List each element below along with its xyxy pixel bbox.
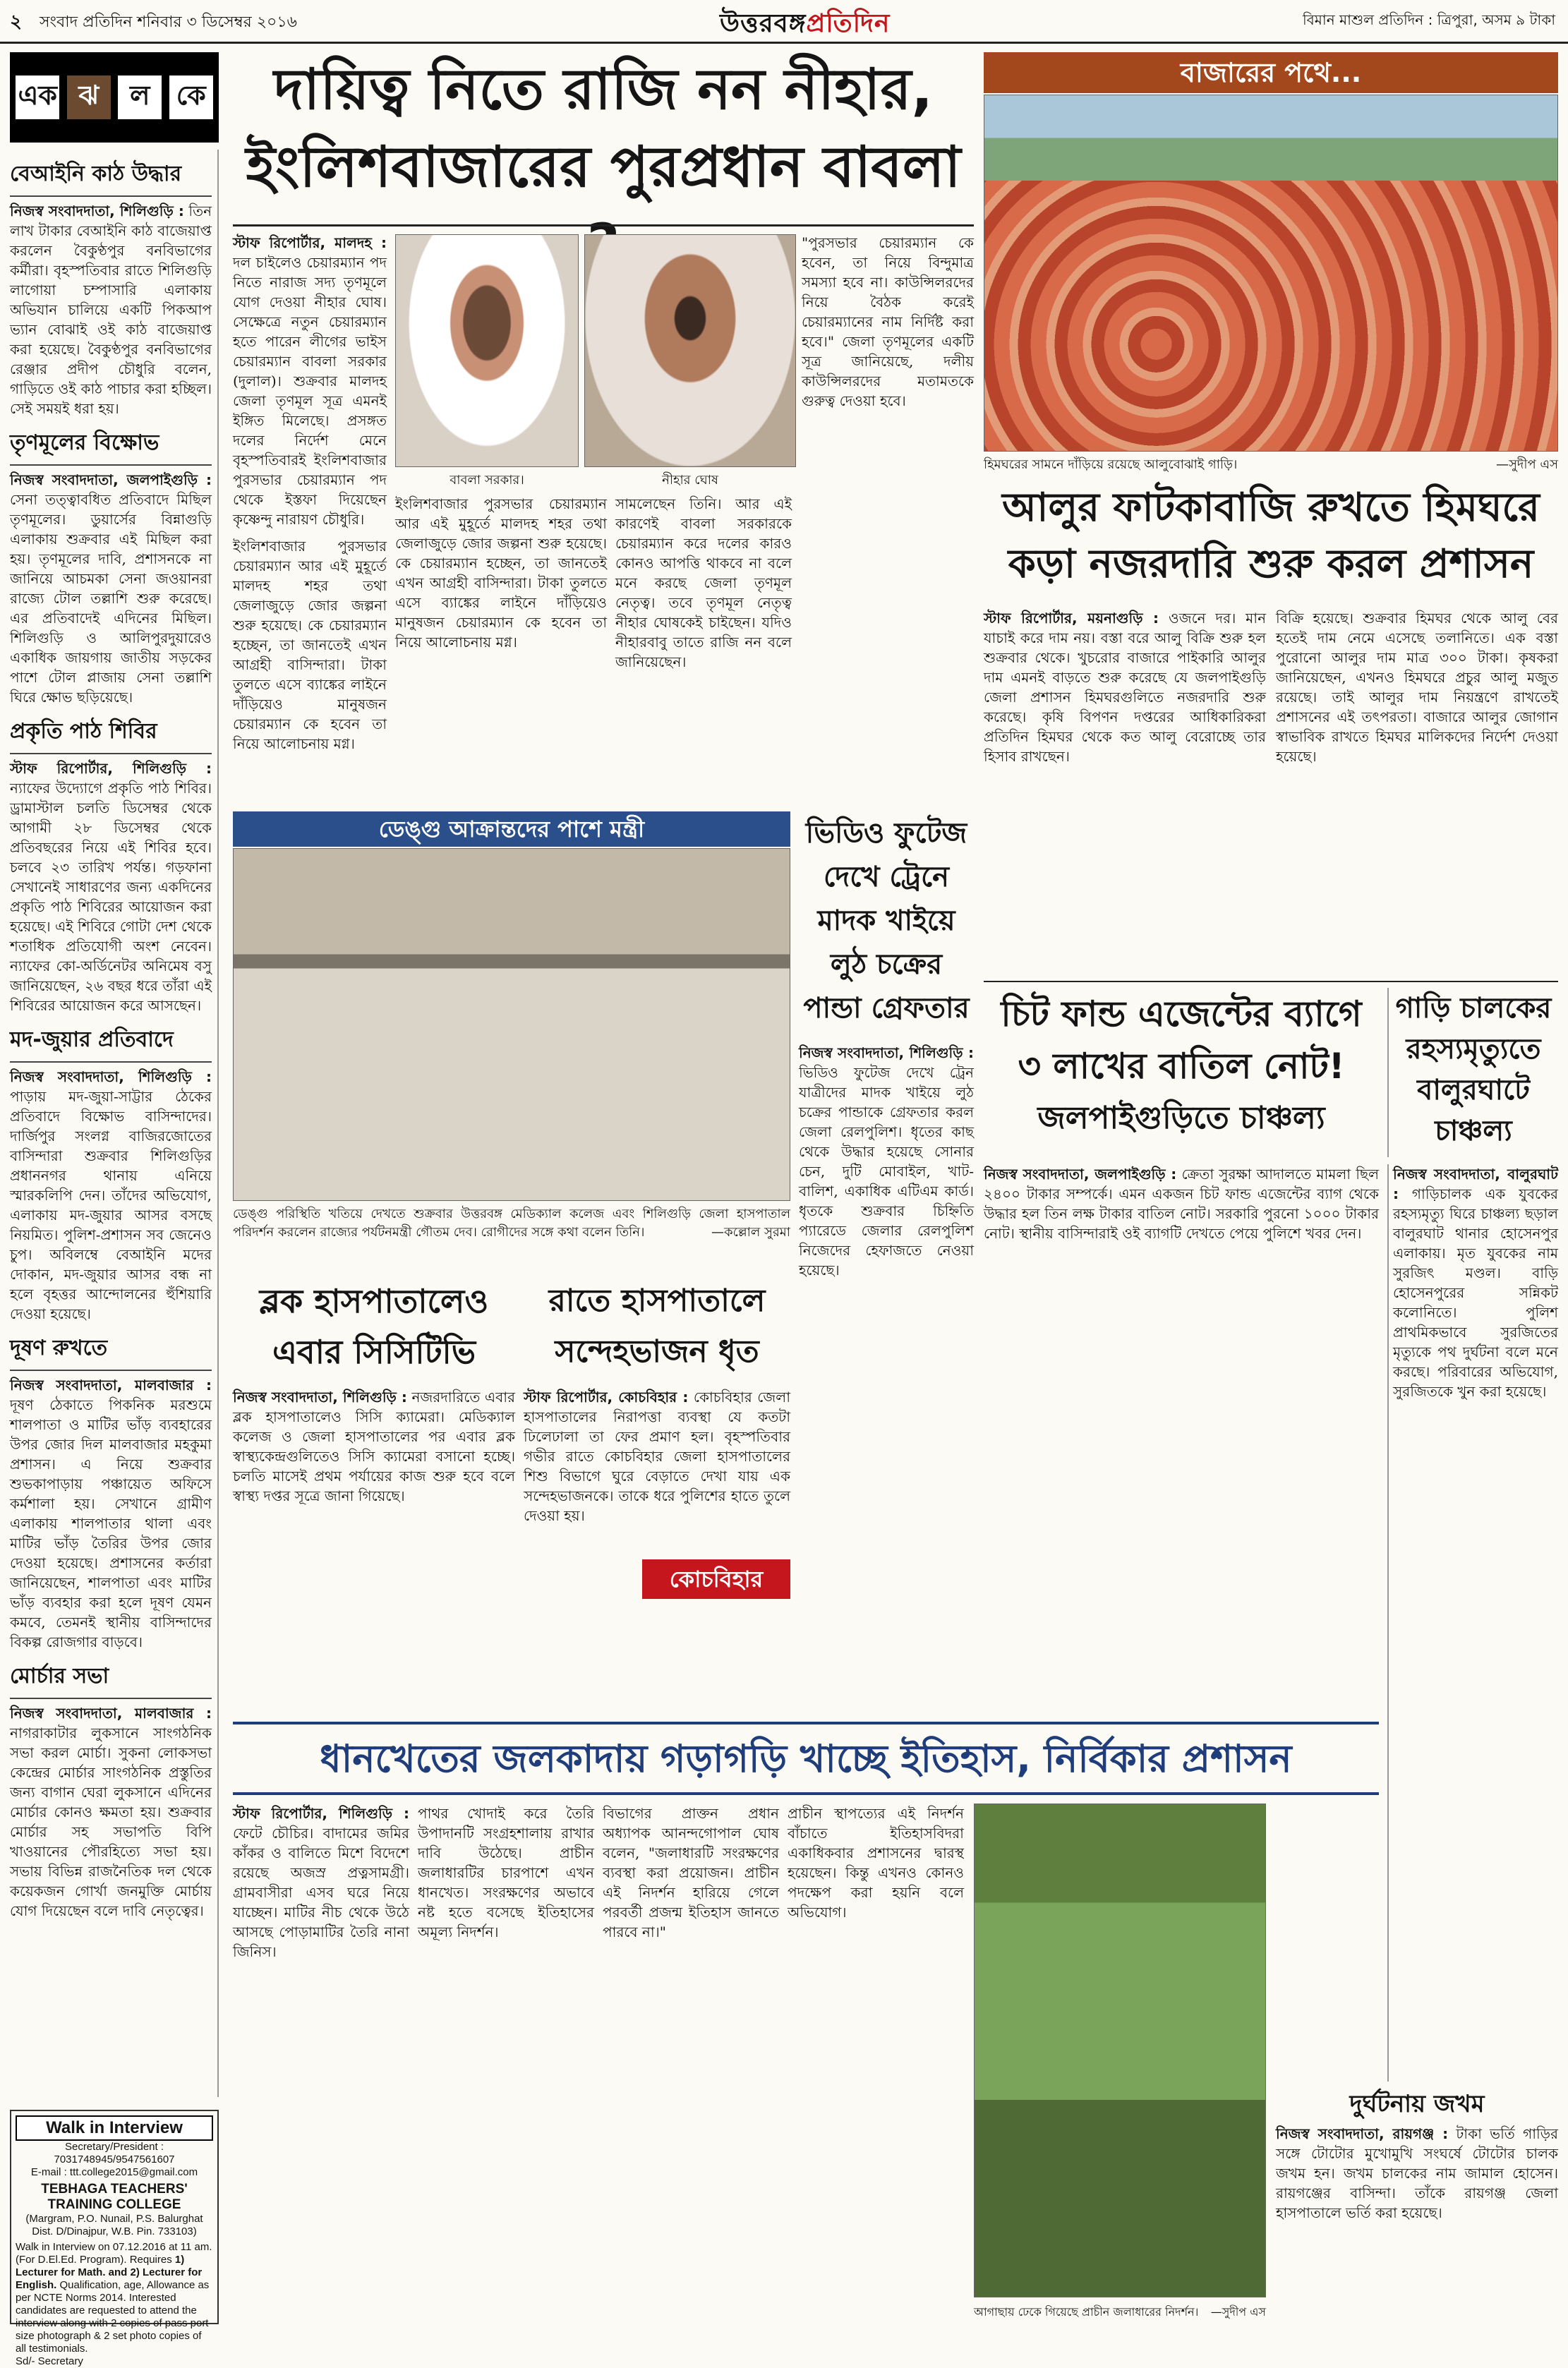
brief-text: তিন লাখ টাকার বেআইনি কাঠ বাজেয়াপ্ত করলেন বৈকুণ্ঠপুর বনবিভাগের কর্মীরা। বৃহস্পতিবার রাতে শিলিগুড়ি লাগোয়া চম্পাসারি এলাকায় অভিযান চালিয়ে একটি পিকআপ ভ্যান বোঝাই ওই কাঠ বাজেয়াপ্ত করা হয়েছে। বৈকুণ্ঠপুর বনবিভাগের রেঞ্জার প্রদীপ চৌধুরি বলেন, গাড়িতে ওই কাঠ পাচার করা হচ্ছিল। সেই সময়ই ধরা হয়। [10,203,212,417]
divider [233,1792,1379,1795]
brief-item [10,1022,212,1324]
minister-hospital-photo [233,848,790,1201]
divider [233,1722,1379,1724]
car-story-text [1387,1164,1558,2082]
history-column-4 [788,1804,964,2326]
chit-byline: নিজস্ব সংবাদদাতা, জলপাইগুড়ি : [984,1166,1177,1183]
logo-letter: এক [16,75,59,119]
brief-byline: নিজস্ব সংবাদদাতা, মালবাজার : [10,1377,212,1394]
paper-name-plain: উত্তরবঙ্গ [720,9,807,38]
brief-headline: প্রকৃতি পাঠ শিবির [10,714,212,754]
ad-email: E-mail : ttt.college2015@gmail.com [30,2166,198,2178]
ad-college: TEBHAGA TEACHERS' TRAINING COLLEGE [41,2182,188,2212]
suspect-headline-line-2: সন্দেহভাজন ধৃত [555,1334,759,1370]
reservoir-field-photo [974,1804,1266,2297]
photo-credit: —সুদীপ এস [1210,2305,1266,2319]
lead-col-1-text: দল চাইলেও চেয়ারম্যান পদ নিতে নারাজ সদ্য তৃণমূলে যোগ দেওয়া নীহার ঘোষ। সেক্ষেত্রে নতুন চেয়ারম্যান হতে পারেন লীগের ভাইস চেয়ারম্যান বাবলা সরকার (দুলাল)। শুক্রবার মালদহ জেলা তৃণমূল সূত্র এমনই ইঙ্গিত মিলেছে। প্রসঙ্গত দলের নির্দেশ মেনে বৃহস্পতিবারই ইংলিশবাজার পুরসভার চেয়ারম্যান পদ থেকে ইস্তফা দিয়েছেন কৃষ্ণেন্দু নারায়ণ চৌধুরি। [233,254,387,528]
video-story-text [799,1043,974,1720]
masthead [0,0,1568,44]
potato-headline-line-1: আলুর ফাটকাবাজি রুখতে হিমঘরে [1002,485,1540,531]
brief-item [10,1659,212,1921]
walkin-ad [10,2110,219,2367]
chit-subhead: জলপাইগুড়িতে চাঞ্চল্য [1037,1100,1325,1136]
suspect-story-text [524,1387,790,1712]
video-byline: নিজস্ব সংবাদদাতা, শিলিগুড়ি : [799,1044,974,1061]
potato-headline-line-2: কড়া নজরদারি শুরু করল প্রশাসন [1008,541,1534,587]
cctv-story-text [233,1387,515,1712]
brief-byline: নিজস্ব সংবাদদাতা, শিলিগুড়ি : [10,203,184,219]
brief-headline: দূষণ রুখতে [10,1331,212,1371]
lead-headline-line-2: ইংলিশবাজারের পুরপ্রধান বাবলা [246,134,961,200]
brief-item [10,1331,212,1652]
brief-byline: নিজস্ব সংবাদদাতা, মালবাজার : [10,1705,212,1722]
ad-body [16,2241,213,2355]
history-col-2-text: পাথর খোদাই করে তৈরি উপাদানটি সংগ্রহশালায় রাখার দাবি উঠেছে। প্রাচীন জলাধারটির চারপাশে এখন ধানখেত। সংরক্ষণের অভাবে নষ্ট হতে বসেছে ইতিহাসের অমূল্য নিদর্শন। [418,1805,594,1940]
brief-text: নাগরাকাটার লুকসানে সাংগঠনিক সভা করল মোর্চা। সুকনা লোকসভা কেন্দ্রের মোর্চার সাংগঠনিক প্রস্তুতির জন্য বাগান ঘেরা লুকসানে এদিনের মোর্চার কোনও ক্ষমতা হয়। শুক্রবার মোর্চার সহ সভাপতি বিপি খাওয়ানের পৌরহিত্যে সভা হয়। সভায় বিভিন্ন রাজনৈতিক দল থেকে কয়েকজন গোর্খা জনমুক্তি মোর্চায় যোগ দিয়েছেন বলে দাবি নেতৃত্বের। [10,1724,212,1919]
suspect-headline [524,1276,790,1382]
cctv-byline: নিজস্ব সংবাদদাতা, শিলিগুড়ি : [233,1389,407,1406]
chit-headline-line-1: চিট ফান্ড এজেন্টের ব্যাগে [1001,993,1362,1034]
lead-column-1b [233,536,387,804]
brief-item [10,157,212,418]
lead-col-3-text: সামলেছেন তিনি। আর এই কারণেই বাবলা সরকারকে চেয়ারম্যান করে দলের কারও কোনও আপত্তি থাকবে না বলে মনে করছে জেলা তৃণমূল নেতৃত্ব। তবে তৃণমূল নেতৃত্ব নীহার ঘোষকেই চাইছেন। যদিও নীহারবাবু তাতে রাজি নন বলে জানিয়েছেন। [615,495,792,670]
suspect-byline: স্টাফ রিপোর্টার, কোচবিহার : [524,1389,689,1406]
history-column-3 [603,1804,779,2326]
suspect-headline-line-1: রাতে হাসপাতালে [548,1283,766,1319]
potato-col-1-text: ওজনে দর। মান যাচাই করে দাম নয়। বস্তা বরে আলু বিক্রি শুরু হল শুক্রবার থেকে। খুচরোর বাজারে পাইকারি আলুর দাম এমনই বাড়তে শুরু করেছে যে জলপাইগুড়ি জেলা প্রশাসন হিমঘরগুলিতে নজরদারি শুরু করেছে। কৃষি বিপণন দপ্তরের আধিকারিকরা প্রতিদিন হিমঘর থেকে কত আলু বেরোচ্ছে তার হিসাব রাখছেন। [984,610,1267,765]
car-headline-line-1: গাড়ি চালকের [1395,992,1552,1025]
brief-item [10,714,212,1015]
chit-text: ক্রেতা সুরক্ষা আদালতে মামলা ছিল ২৪০০ টাকার সম্পর্কে। এমন একজন চিট ফান্ড এজেন্টের ব্যাগ থেকে উদ্ধার হল তিন লক্ষ টাকার বাতিল নোট। সরকারি পুরনো ১০০০ টাকার নোট। স্থানীয় বাসিন্দারাই ওই ব্যাগটি দেখতে পেয়ে পুলিশে খবর দেন। [984,1166,1379,1242]
chit-headline-line-2: ৩ লাখের বাতিল নোট! [1018,1046,1345,1087]
divider [984,981,1558,982]
date-line: সংবাদ প্রতিদিন শনিবার ৩ ডিসেম্বর ২০১৬ [40,13,297,31]
brief-byline: স্টাফ রিপোর্টার, শিলিগুড়ি : [10,760,212,777]
car-headline [1387,988,1558,1157]
ad-title: Walk in Interview [16,2115,213,2141]
video-headline: ভিডিও ফুটেজ দেখে ট্রেনে মাদক খাইয়ে লুঠ চক্রের পান্ডা গ্রেফতার [803,817,970,1025]
brief-item [10,425,212,707]
dengue-title-bar: ডেঙ্গু আক্রান্তদের পাশে মন্ত্রী [233,811,790,847]
history-headline: ধানখেতের জলকাদায় গড়াগড়ি খাচ্ছে ইতিহাস, নির্বিকার প্রশাসন [320,1736,1292,1781]
brief-headline: মদ-জুয়ার প্রতিবাদে [10,1022,212,1063]
paper-name [720,4,890,47]
lead-col-2-text: ইংলিশবাজার পুরসভার চেয়ারম্যান আর এই মুহূর্তে মালদহ শহর তথা জেলাজুড়ে জোর জল্পনা শুরু হয়েছে। কে চেয়ারম্যান হচ্ছেন, তা জানতেই এখন আগ্রহী বাসিন্দারা। টাকা তুলতে এসে ব্যাঙ্কের লাইনে দাঁড়িয়েও মানুষজন চেয়ারম্যান কে হবেন তা নিয়ে আলোচনায় মগ্ন। [395,495,607,651]
potato-column-2 [1276,608,1558,975]
potato-truck-photo [984,95,1558,452]
lead-headline [233,51,974,224]
brief-byline: নিজস্ব সংবাদদাতা, শিলিগুড়ি : [10,1068,212,1085]
photo-credit: —সুদীপ এস [1495,457,1558,472]
logo-letter: কে [169,75,213,119]
cctv-headline [233,1276,515,1382]
car-text: গাড়িচালক এক যুবকের রহস্যমৃত্যু ঘিরে চাঞ্চল্য ছড়াল বালুরঘাট থানার হোসেনপুর এলাকায়। মৃত যুবকের নাম সুরজিৎ মণ্ডল। বাড়ি হোসেনপুরের সন্নিকট কলোনিতে। পুলিশ প্রাথমিকভাবে সুরজিতের মৃত্যুকে পথ দুর্ঘটনা বলে মনে করছে। পরিবারের অভিযোগ, সুরজিতকে খুন করা হয়েছে। [1393,1185,1558,1400]
bazaar-caption [984,454,1558,476]
ad-body-2: 1) Lecturer for Math. and 2) Lecturer for English. [16,2254,203,2291]
briefs-column [10,150,219,2097]
photo-caption: আগাছায় ঢেকে গিয়েছে প্রাচীন জলাধারের নিদর্শন। [974,2305,1199,2319]
brief-text: ন্যাফের উদ্যোগে প্রকৃতি পাঠ শিবির। ড্রামাস্টাল চলতি ডিসেম্বর থেকে আগামী ২৮ ডিসেম্বর থেকে প্রতিবছরের নিয়ে এই শিবির হবে। চলবে ২৩ তারিখ পর্যন্ত। গড়ফানা সেখানেই সাধারণের জন্য একদিনের প্রকৃতি পাঠ শিবিরের আয়োজন করা হয়েছে। এই শিবিরে গোটা দেশ থেকে শতাধিক প্রতিযোগী অংশ নেবেন। ন্যাফের কো-অর্ডিনেটর অনিমেষ বসু জানিয়েছেন, ২৬ বছর ধরে তাঁরা এই শিবিরের আয়োজন করে আসছেন। [10,780,212,1014]
history-col-4-text: প্রাচীন স্থাপত্যের এই নিদর্শন বাঁচাতে ইতিহাসবিদরা একাধিকবার প্রশাসনের দ্বারস্থ হয়েছেন। কিন্তু এখনও কোনও পদক্ষেপ করা হয়নি বলে অভিযোগ। [788,1805,964,1921]
cctv-headline-line-2: এবার সিসিটিভি [272,1333,476,1371]
lead-column-4 [802,233,974,804]
history-column-2 [418,1804,594,2326]
potato-headline [984,480,1558,600]
brief-headline: মোর্চার সভা [10,1659,212,1699]
page-number: ২ [10,11,22,32]
car-byline: নিজস্ব সংবাদদাতা, বালুরঘাট : [1393,1166,1558,1202]
brief-text: দূষণ ঠেকাতে পিকনিক মরশুমে শালপাতা ও মাটির ভাঁড় ব্যবহারের উপর জোর দিল মালবাজার মহকুমা প্রশাসন। এ নিয়ে শুক্রবার শুভকাপাড়ায় পঞ্চায়েত অফিসে কর্মশালা হয়। সেখানে গ্রামীণ এলাকায় শালপাতার থালা এবং মাটির ভাঁড় তৈরির উপর জোর দেওয়া হয়েছে। প্রশাসনের কর্তারা জানিয়েছেন, শালপাতা এবং মাটির ভাঁড় ব্যবহার করা হলে দূষণ যেমন কমবে, তেমনই স্থানীয় বাসিন্দাদের বিকল্প রোজগার বাড়বে। [10,1396,212,1650]
ad-body-1: Walk in Interview on 07.12.2016 at 11 am. (For D.El.Ed. Program). Requires [16,2241,212,2266]
lead-col-4-text: "পুরসভার চেয়ারম্যান কে হবেন, তা নিয়ে বিন্দুমাত্র সমস্যা হবে না। কাউন্সিলরদের নিয়ে বৈঠক করেই চেয়ারম্যানের নাম নির্দিষ্ট করা হবে।" জেলা তৃণমূলের একটি সূত্র জানিয়েছে, দলীয় কাউন্সিলরদের মতামতকে গুরুত্ব দেওয়া হবে। [802,234,974,409]
brief-text: পাড়ায় মদ-জুয়া-সাট্টার ঠেকের প্রতিবাদে বিক্ষোভ বাসিন্দাদের। দার্জিপুর সংলগ্ন বাজিরজোতের বাসিন্দারা শুক্রবার শিলিগুড়ির প্রধাননগর থানায় এনিয়ে স্মারকলিপি দেন। তাঁদের অভিযোগ, এলাকায় মদ-জুয়ার আসর বসছে নিয়মিত। পুলিশ-প্রশাসন সব জেনেও চুপ। অবিলম্বে বেআইনি মদের দোকান, মদ-জুয়ার আসর বন্ধ না হলে বৃহত্তর আন্দোলনের হুঁশিয়ারি দেওয়া হয়েছে। [10,1088,212,1322]
brief-byline: নিজস্ব সংবাদদাতা, জলপাইগুড়ি : [10,471,212,488]
lead-headline-line-1: দায়িত্ব নিতে রাজি নন নীহার, [274,56,933,122]
lead-byline: স্টাফ রিপোর্টার, মালদহ : [233,234,387,251]
logo-letter: ল [118,75,162,119]
lead-column-3 [615,494,792,804]
accident-byline: নিজস্ব সংবাদদাতা, রায়গঞ্জ : [1276,2125,1449,2142]
lead-column-2 [395,494,607,804]
paper-name-accent: প্রতিদিন [806,9,891,38]
brief-headline: বেআইনি কাঠ উদ্ধার [10,157,212,197]
ad-address: (Margram, P.O. Nunail, P.S. Balurghat Dist. D/Dinajpur, W.B. Pin. 733103) [25,2213,203,2237]
bazaar-section-title: বাজারের পথে... [984,52,1558,93]
cooch-behar-tag: কোচবিহার [642,1559,790,1599]
ad-contact: Secretary/President : 7031748945/9547561607 [54,2141,175,2165]
accident-story-text [1276,2124,1558,2324]
history-col-1-text: ফেটে চৌচির। বাদামের জমির কাঁকর ও বালিতে মিশে বিদেশে রয়েছে অজস্র প্রত্নসামগ্রী। গ্রামবাসীরা এসব ঘরে নিয়ে যাচ্ছেন। মাটির নীচ থেকে উঠে আসছে পোড়ামাটির তৈরি নানা জিনিস। [233,1825,409,1960]
accident-text: টাকা ভর্তি গাড়ির সঙ্গে টোটোর মুখোমুখি সংঘর্ষে টোটোর চালক জখম হন। জখম চালকের নাম জামাল হোসেন। রায়গঞ্জের বাসিন্দা। তাঁকে রায়গঞ্জ জেলা হাসপাতালে ভর্তি করা হয়েছে। [1276,2125,1558,2221]
accident-headline: দুর্ঘটনায় জখম [1349,2090,1485,2118]
car-headline-line-2: রহস্যমৃত্যুতে [1406,1033,1541,1065]
logo-letter: ঝ [67,75,111,119]
lead-col-1b-text: ইংলিশবাজার পুরসভার চেয়ারম্যান আর এই মুহূর্তে মালদহ শহর তথা জেলাজুড়ে জোর জল্পনা শুরু হয়েছে। কে চেয়ারম্যান হচ্ছেন, তা জানতেই এখন আগ্রহী বাসিন্দারা। টাকা তুলতে এসে ব্যাঙ্কের লাইনে দাঁড়িয়েও মানুষজন চেয়ারম্যান কে হবেন তা নিয়ে আলোচনায় মগ্ন। [233,538,387,752]
history-column-1 [233,1804,409,2326]
potato-column-1 [984,608,1266,975]
divider [233,224,974,226]
nihar-ghosh-photo [584,234,796,467]
potato-col-2-text: বিক্রি হয়েছে। শুক্রবার হিমঘর থেকে আলু বের হতেই দাম নেমে এসেছে তলানিতে। এক বস্তা পুরোনো আলুর দাম মাত্র ৩০০ টাকা। কৃষকরা জানিয়েছেন, এখনও হিমঘরে প্রচুর আলু মজুত রয়েছে। তাই আলুর দাম নিয়ন্ত্রণে রাখতেই প্রশাসনের এই তৎপরতা। বাজারে আলুর জোগান স্বাভাবিক রাখতে হিমঘর মালিকদের নির্দেশ দেওয়া হয়েছে। [1276,610,1558,765]
photo-caption: ডেঙ্গু পরিস্থিতি খতিয়ে দেখতে শুক্রবার উত্তরবঙ্গ মেডিক্যাল কলেজ এবং শিলিগুড়ি জেলা হাসপাতাল পরিদর্শন করলেন রাজ্যের পর্যটনমন্ত্রী গৌতম দেব। রোগীদের সঙ্গে কথা বলেন তিনি। [233,1207,790,1240]
chit-headline [984,988,1379,1157]
photo-credit: —কল্লোল সুরমা [711,1225,790,1240]
babla-sarkar-photo [395,234,579,467]
history-photo-caption [974,2303,1266,2322]
potato-byline: স্টাফ রিপোর্টার, ময়নাগুড়ি : [984,610,1159,627]
photo-caption: বাবলা সরকার। [450,473,524,488]
photo-caption: হিমঘরের সামনে দাঁড়িয়ে রয়েছে আলুবোঝাই গাড়ি। [984,457,1238,472]
history-byline: স্টাফ রিপোর্টার, শিলিগুড়ি : [233,1805,409,1822]
car-headline-line-3: বালুরঘাটে [1417,1074,1530,1106]
car-headline-line-4: চাঞ্চল্য [1435,1115,1512,1147]
brief-text: সেনা তত্ত্বাবধিত প্রতিবাদে মিছিল তৃণমূলের। ডুয়ার্সের বিন্নাগুড়ি এলাকায় শুক্রবার এই মিছিল করা হয়। তৃণমূলের দাবি, প্রশাসনকে না জানিয়ে আচমকা সেনা জওয়ানরা রাজ্যে টোল তল্লাশি শুরু করেছে। এর প্রতিবাদেই এদিনের মিছিল। শিলিগুড়ি ও আলিপুরদুয়ারেও একাধিক জায়গায় জাতীয় সড়কের পাশে টোল প্লাজায় সেনা তল্লাশি ঘিরে ক্ষোভ ছড়িয়েছে। [10,491,212,706]
video-text: ভিডিও ফুটেজ দেখে ট্রেন যাত্রীদের মাদক খাইয়ে লুঠ চক্রের পান্ডাকে গ্রেফতার করল জেলা রেলপুলিশ। ধৃতের কাছ থেকে উদ্ধার হয়েছে সোনার চেন, দুটি মোবাইল, খাট-বালিশ, একাধিক এটিএম কার্ড। ধৃতকে শুক্রবার চিহ্নিতি প্যারেডে জেলার রেলপুলিশ নিজেদের হেফাজতে নেওয়া হয়েছে। [799,1064,974,1279]
ad-body-3: Qualification, age, Allowance as per NCTE Norms 2014. Interested candidates are requested to attend the interview along with 2 copies of pass port size photograph & 2 set photo copies of all testimonials. [16,2279,210,2355]
suspect-text: কোচবিহার জেলা হাসপাতালের নিরাপত্তা ব্যবস্থা যে কতটা ঢিলেঢালা তা ফের প্রমাণ হল। বৃহস্পতিবার গভীর রাতে কোচবিহার জেলা হাসপাতালের শিশু বিভাগে ঘুরে বেড়াতে দেখা যায় এক সন্দেহভাজনকে। তাকে ধরে পুলিশের হাতে তুলে দেওয়া হয়। [524,1389,791,1524]
lead-column-1 [233,233,387,529]
ad-sign: Sd/- Secretary [16,2355,83,2367]
ek-jholoke-logo [10,52,219,143]
cctv-headline-line-1: ব্লক হাসপাতালেও [259,1282,489,1320]
dengue-caption [233,1205,790,1270]
brief-headline: তৃণমূলের বিক্ষোভ [10,425,212,466]
cctv-text: নজরদারিতে এবার ব্লক হাসপাতালেও সিসি ক্যামেরা। মেডিক্যাল কলেজ ও জেলা হাসপাতালের পর এবার ব্লক স্বাস্থ্যকেন্দ্রগুলিতেও সিসি ক্যামেরা বসানো হচ্ছে। চলতি মাসেই প্রথম পর্যায়ের কাজ শুরু হবে বলে স্বাস্থ্য দপ্তর সূত্রে জানা গিয়েছে। [233,1389,516,1504]
history-col-3-text: বিভাগের প্রাক্তন প্রধান অধ্যাপক আনন্দগোপাল ঘোষ বলেন, "জলাধারটি সংরক্ষণের ব্যবস্থা করা প্রয়োজন। প্রাচীন এই নিদর্শন হারিয়ে গেলে পরবর্তী প্রজন্ম ইতিহাস জানতে পারবে না।" [603,1805,779,1940]
chit-story-text [984,1164,1379,1722]
airmail-price: বিমান মাশুল প্রতিদিন : ত্রিপুরা, অসম ৯ টাকা [1302,11,1555,28]
photo-caption: নীহার ঘোষ [662,473,718,488]
